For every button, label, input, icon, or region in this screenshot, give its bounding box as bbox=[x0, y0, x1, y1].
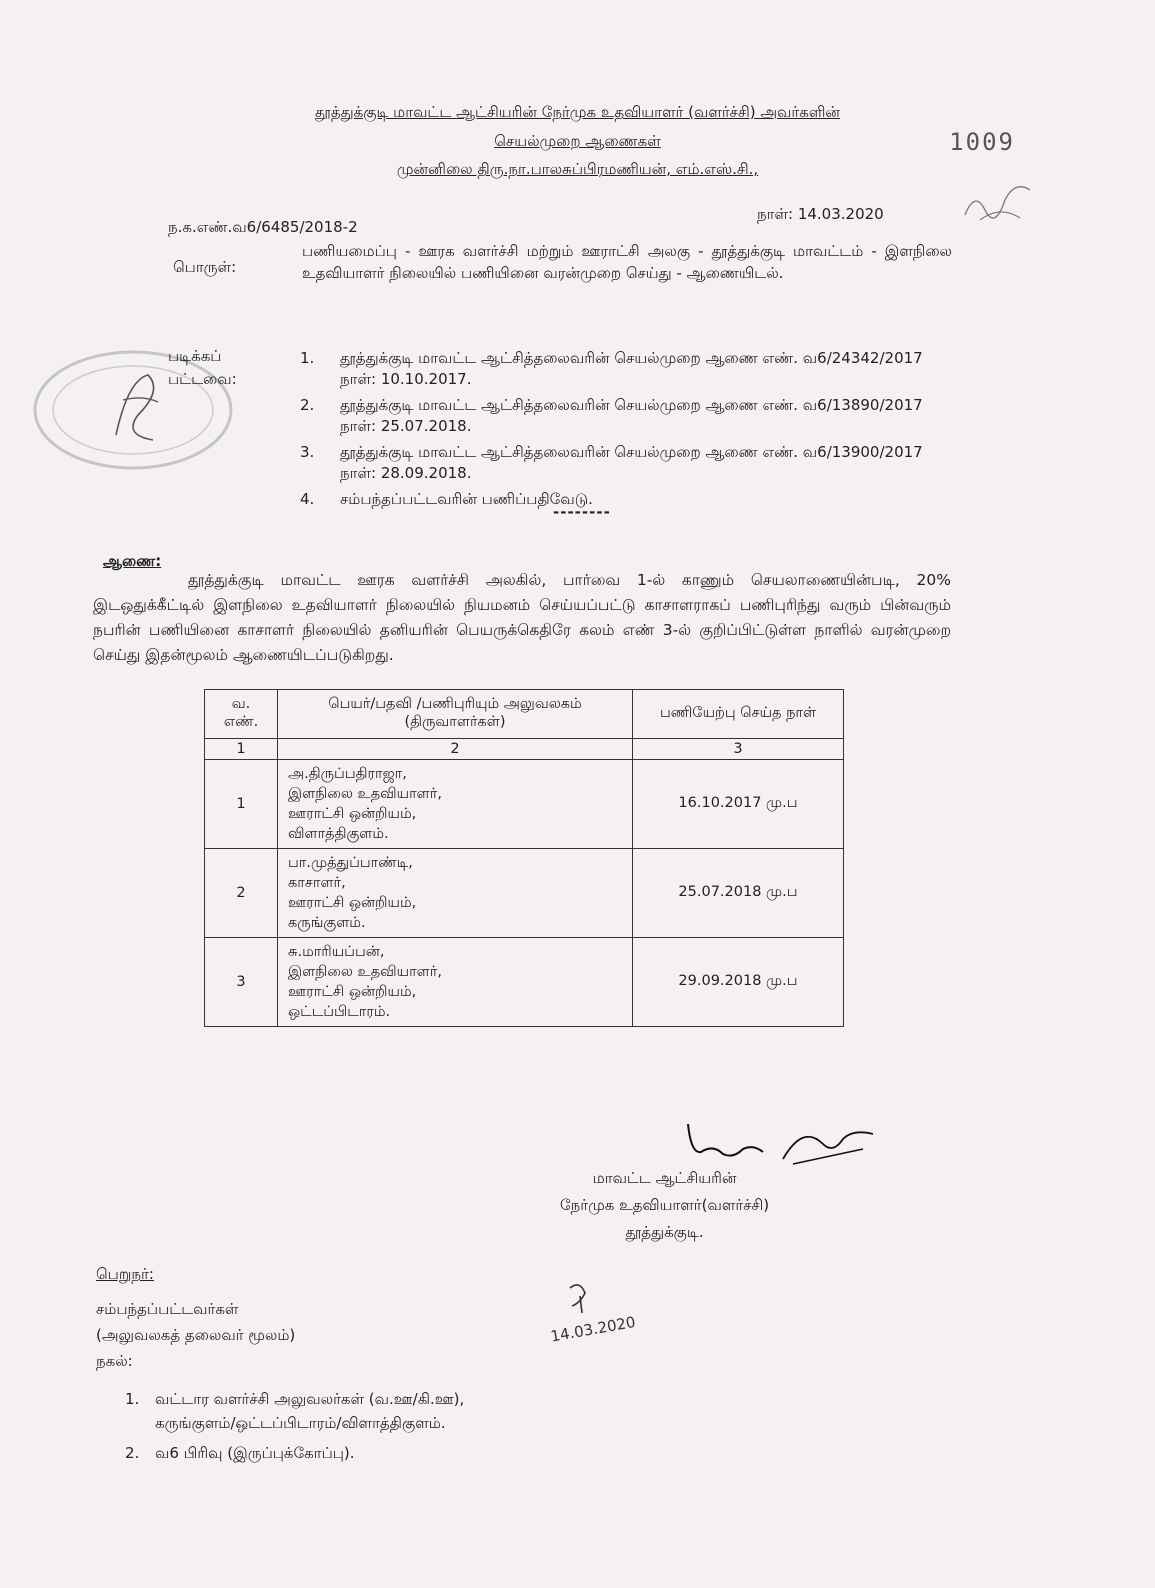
copy-item: 1. வட்டார வளர்ச்சி அலுவலர்கள் (வ.ஊ/கி.ஊ), கருங்குளம்/ஒட்டப்பிடாரம்/விளாத்திகுளம். bbox=[125, 1390, 465, 1432]
reference-number-label: 3. bbox=[300, 443, 315, 461]
header-title-line1: தூத்துக்குடி மாவட்ட ஆட்சியரின் நேர்முக உதவியாளர் (வளர்ச்சி) அவர்களின் bbox=[315, 103, 840, 121]
reference-item bbox=[300, 395, 955, 437]
order-paragraph: தூத்துக்குடி மாவட்ட ஊரக வளர்ச்சி அலகில், பார்வை 1-ல் காணும் செயலாணையின்படி, 20% இடஒதுக்கீட்டில் இளநிலை உதவியாளர் நிலையில் நியமனம் செய்யப்பட்டு காசாளராகப் பணிபுரிந்து வரும் பின்வரும் நபரின் பணியினை காசாளர் நிலையில் தனியரின் பெயருக்கெதிரே கலம் எண் 3-ல் குறிப்பிட்டுள்ள நாளில் வரன்முறை செய்து இதன்மூலம் ஆணையிடப்படுகிறது. bbox=[93, 571, 951, 664]
officer-signature bbox=[683, 1114, 883, 1169]
staff-table bbox=[204, 689, 844, 1027]
reference-text: தூத்துக்குடி மாவட்ட ஆட்சித்தலைவரின் செயல்முறை ஆணை எண். வ6/13900/2017 நாள்: 28.09.2018. bbox=[340, 443, 923, 482]
recipient-block bbox=[96, 1296, 295, 1374]
serial-cell: 3 bbox=[205, 938, 278, 1027]
reference-number-label: 2. bbox=[300, 396, 315, 414]
signatory-line3: தூத்துக்குடி. bbox=[625, 1223, 704, 1241]
copy-label: நகல்: bbox=[96, 1352, 133, 1370]
recipient-line2: (அலுவலகத் தலைவர் மூலம்) bbox=[96, 1326, 296, 1344]
header-title-line2: செயல்முறை ஆணைகள் bbox=[494, 132, 661, 150]
subject-label: பொருள்: bbox=[173, 258, 237, 276]
table-row bbox=[205, 849, 844, 938]
reference-number: ந.க.எண்.வ6/6485/2018-2 bbox=[168, 218, 358, 236]
section-separator: -------- bbox=[553, 503, 611, 521]
serial-cell: 2 bbox=[205, 849, 278, 938]
order-heading: ஆணை: bbox=[103, 552, 162, 570]
reference-text: தூத்துக்குடி மாவட்ட ஆட்சித்தலைவரின் செயல்முறை ஆணை எண். வ6/13890/2017 நாள்: 25.07.2018. bbox=[340, 396, 923, 435]
name-cell: அ.திருப்பதிராஜா, இளநிலை உதவியாளர், ஊராட்சி ஒன்றியம், விளாத்திகுளம். bbox=[278, 760, 633, 849]
recipient-line1: சம்பந்தப்பட்டவர்கள் bbox=[96, 1300, 239, 1318]
header-title-line3: முன்னிலை திரு.நா.பாலசுப்பிரமணியன், எம்.எஸ்.சி., bbox=[396, 160, 759, 178]
references-label-line1: படிக்கப் bbox=[168, 347, 222, 365]
reference-item bbox=[300, 442, 955, 484]
index-cell: 2 bbox=[278, 739, 633, 760]
handwritten-date bbox=[540, 1278, 690, 1348]
date-cell: 25.07.2018 மு.ப bbox=[633, 849, 844, 938]
name-cell: பா.முத்துப்பாண்டி, காசாளர், ஊராட்சி ஒன்றியம், கருங்குளம். bbox=[278, 849, 633, 938]
index-cell: 3 bbox=[633, 739, 844, 760]
signatory-line2: நேர்முக உதவியாளர்(வளர்ச்சி) bbox=[560, 1196, 770, 1214]
svg-text:14.03.2020: 14.03.2020 bbox=[549, 1312, 637, 1346]
subject-text: பணியமைப்பு - ஊரக வளர்ச்சி மற்றும் ஊராட்சி அலகு - தூத்துக்குடி மாவட்டம் - இளநிலை உதவியாளர் நிலையில் பணியினை வரன்முறை செய்து - ஆணையிடல். bbox=[302, 242, 952, 282]
reference-text: தூத்துக்குடி மாவட்ட ஆட்சித்தலைவரின் செயல்முறை ஆணை எண். வ6/24342/2017 நாள்: 10.10.2017. bbox=[340, 349, 923, 388]
recipient-label: பெறுநர்: bbox=[96, 1265, 154, 1283]
references-label-line2: பட்டவை: bbox=[168, 370, 237, 388]
header-serial-no: வ. எண். bbox=[205, 690, 278, 739]
copy-list bbox=[125, 1387, 464, 1465]
margin-number: 1009 bbox=[949, 128, 1015, 156]
date-cell: 29.09.2018 மு.ப bbox=[633, 938, 844, 1027]
header-name-post-office: பெயர்/பதவி /பணிபுரியும் அலுவலகம் (திருவாளர்கள்) bbox=[278, 690, 633, 739]
reference-number-label: 1. bbox=[300, 349, 315, 367]
serial-cell: 1 bbox=[205, 760, 278, 849]
table-header-row bbox=[205, 690, 844, 739]
reference-item bbox=[300, 348, 955, 390]
index-cell: 1 bbox=[205, 739, 278, 760]
reference-text: சம்பந்தப்பட்டவரின் பணிப்பதிவேடு. bbox=[340, 490, 593, 508]
signatory-line1: மாவட்ட ஆட்சியரின் bbox=[592, 1169, 737, 1187]
table-index-row bbox=[205, 739, 844, 760]
name-cell: சு.மாரியப்பன், இளநிலை உதவியாளர், ஊராட்சி ஒன்றியம், ஒட்டப்பிடாரம். bbox=[278, 938, 633, 1027]
table-row bbox=[205, 760, 844, 849]
reference-item bbox=[300, 489, 955, 510]
margin-initials-scribble bbox=[960, 160, 1040, 230]
reference-number-label: 4. bbox=[300, 490, 315, 508]
order-date: நாள்: 14.03.2020 bbox=[757, 205, 884, 223]
date-cell: 16.10.2017 மு.ப bbox=[633, 760, 844, 849]
table-row bbox=[205, 938, 844, 1027]
header-joining-date: பணியேற்பு செய்த நாள் bbox=[633, 690, 844, 739]
copy-item: 2. வ6 பிரிவு (இருப்புக்கோப்பு). bbox=[125, 1444, 355, 1462]
references-list bbox=[300, 348, 955, 515]
signatory-block bbox=[560, 1165, 769, 1246]
